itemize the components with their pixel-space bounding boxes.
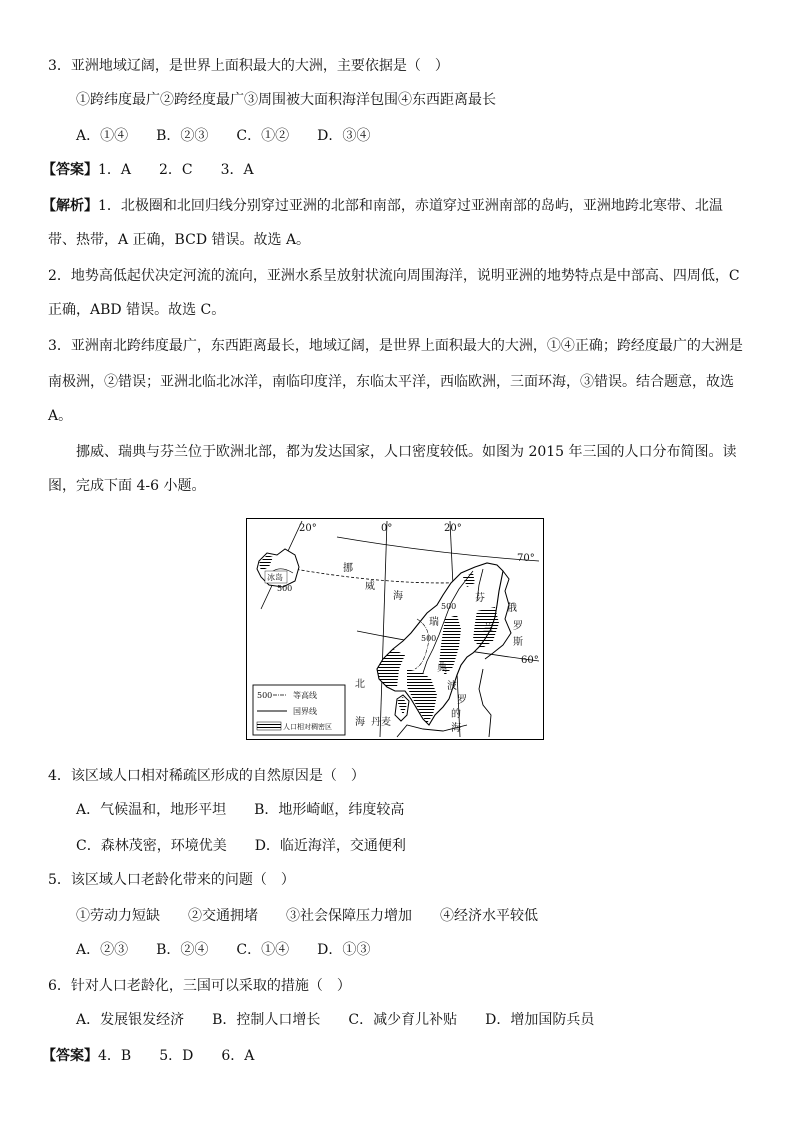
question-6-choices: A．发展银发经济 B．控制人口增长 C．减少育儿补贴 D．增加国防兵员 [76, 1012, 595, 1028]
finland-label-2: 兰 [483, 623, 493, 634]
lat-label-60: 60° [521, 655, 539, 666]
intro-line-2: 图，完成下面 4-6 小题。 [48, 478, 206, 494]
question-6-stem: 6．针对人口老龄化，三国可以采取的措施（ ） [48, 978, 351, 994]
answer-text: 4．B 5．D 6．A [98, 1048, 255, 1064]
denmark-label: 丹麦 [371, 717, 391, 728]
legend-border-label: 国界线 [293, 707, 317, 716]
iceland-label: 冰岛 [267, 573, 283, 582]
analysis-line-2a: 2．地势高低起伏决定河流的流向，亚洲水系呈放射状流向周围海洋，说明亚洲的地势特点是中部高、四周低，C [48, 268, 740, 284]
map-canvas [247, 519, 542, 738]
question-3-choices: A．①④ B．②③ C．①② D．③④ [76, 128, 371, 144]
question-5-stem: 5．该区域人口老龄化带来的问题（ ） [48, 872, 295, 888]
map-legend [253, 685, 345, 735]
analysis-line-2b: 正确，ABD 错误。故选 C。 [48, 302, 226, 318]
intro-line-1: 挪威、瑞典与芬兰位于欧洲北部，都为发达国家，人口密度较低。如图为 2015 年三国的人口分布简图。读 [76, 444, 737, 460]
baltic-label-1: 波 [447, 681, 457, 692]
sweden-label-2: 典 [437, 663, 447, 674]
norway-label-2: 威 [365, 581, 375, 592]
analysis-label: 【解析】 [42, 198, 98, 214]
lon-label-0: 0° [381, 523, 393, 534]
question-5-choices: A．②③ B．②④ C．①④ D．①③ [76, 942, 371, 958]
russia-label-3: 斯 [513, 637, 523, 648]
lon-label-20w: 20° [299, 523, 317, 534]
answer-label: 【答案】 [42, 162, 98, 178]
analysis-line-3b: 南极洲，②错误；亚洲北临北冰洋，南临印度洋，东临太平洋，西临欧洲，三面环海，③错误。结合题意，故选 [48, 374, 734, 390]
norway-label-1: 挪 [343, 563, 353, 574]
meridian-0 [380, 521, 387, 737]
russia-label-1: 俄 [507, 603, 517, 614]
answer-block-1 [42, 160, 254, 180]
baltic-label-2: 罗 [457, 695, 467, 706]
legend-contour-sample-value: 500 [257, 691, 273, 700]
lat-label-70: 70° [517, 553, 535, 564]
analysis-line-3c: A。 [48, 408, 73, 424]
answer-text: 1．A 2．C 3．A [98, 162, 254, 178]
parallel-70 [337, 537, 539, 561]
analysis-line-1b: 带、热带，A 正确，BCD 错误。故选 A。 [48, 232, 311, 248]
legend-contour-label: 等高线 [293, 691, 317, 700]
baltic-label-3: 的 [451, 709, 461, 720]
lon-label-20e: 20° [444, 523, 462, 534]
legend-sparse-label: 人口相对稠密区 [283, 723, 332, 731]
north-sea-label-1: 北 [355, 679, 365, 690]
baltic-east-coast [479, 669, 491, 737]
baltic-label-4: 海 [451, 723, 461, 734]
russia-label-2: 罗 [513, 621, 523, 632]
question-3-stem: 3．亚洲地域辽阔，是世界上面积最大的大洲，主要依据是（ ） [48, 58, 449, 74]
sweden-label-1: 瑞 [429, 617, 439, 628]
answer-block-2 [42, 1046, 254, 1066]
finland-label-1: 芬 [475, 593, 485, 604]
answer-label: 【答案】 [42, 1048, 98, 1064]
scandinavia-population-map [246, 518, 544, 740]
iceland-contour-label: 500 [277, 584, 293, 593]
north-sea-label-2: 海 [355, 717, 365, 728]
sea-label: 海 [393, 591, 403, 602]
contour-label-north: 500 [441, 602, 457, 611]
contour-label-middle: 500 [421, 634, 437, 643]
question-4-stem: 4．该区域人口相对稀疏区形成的自然原因是（ ） [48, 768, 365, 784]
analysis-line-1a: 【解析】1．北极圈和北回归线分别穿过亚洲的北部和南部，赤道穿过亚洲南部的岛屿，亚洲地跨北寒带、北温 [42, 198, 723, 214]
question-3-options: ①跨纬度最广②跨经度最广③周围被大面积海洋包围④东西距离最长 [76, 92, 496, 108]
analysis-line-3a: 3．亚洲南北跨纬度最广，东西距离最长，地域辽阔，是世界上面积最大的大洲，①④正确；跨经度最广的大洲是 [48, 338, 743, 354]
question-5-options: ①劳动力短缺 ②交通拥堵 ③社会保障压力增加 ④经济水平较低 [76, 908, 538, 924]
question-4-row-1: A．气候温和，地形平坦 B．地形崎岖，纬度较高 [76, 802, 405, 818]
question-4-row-2: C．森林茂密，环境优美 D．临近海洋，交通便利 [76, 838, 406, 854]
